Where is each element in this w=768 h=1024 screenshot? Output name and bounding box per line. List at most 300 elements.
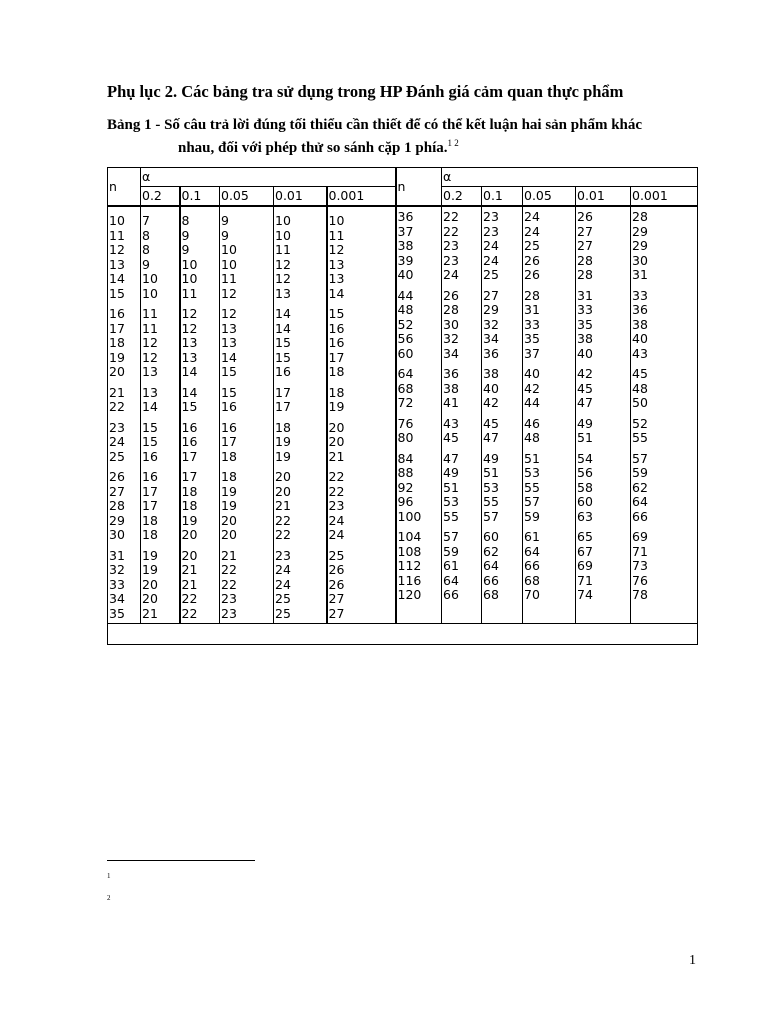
min-correct-value: 33	[632, 287, 648, 303]
min-correct-value: 18	[142, 512, 158, 528]
min-correct-value: 14	[275, 306, 291, 321]
min-correct-value: 53	[483, 479, 499, 495]
min-correct-value: 51	[443, 479, 459, 495]
min-correct-value: 17	[181, 448, 198, 464]
min-correct-value: 22	[443, 223, 459, 239]
min-correct-value: 12	[275, 256, 291, 272]
min-correct-value: 26	[443, 287, 459, 303]
n-value: 116	[397, 572, 422, 588]
n-value: 19	[109, 349, 125, 365]
n-value: 39	[397, 252, 414, 268]
min-correct-value: 8	[142, 242, 150, 257]
min-correct-value: 10	[221, 242, 237, 257]
n-value: 120	[397, 587, 422, 602]
empty-footer-cell	[108, 624, 698, 645]
min-correct-value: 19	[221, 483, 237, 499]
min-correct-value: 38	[632, 316, 648, 332]
min-correct-value: 30	[632, 252, 648, 268]
min-correct-value: 19	[275, 434, 291, 449]
min-correct-value: 14	[181, 364, 198, 379]
min-correct-value: 15	[142, 419, 158, 435]
min-correct-value: 20	[221, 527, 237, 542]
min-correct-value: 49	[483, 450, 499, 466]
min-correct-value: 7	[142, 213, 150, 228]
min-correct-value: 49	[443, 465, 459, 480]
col-alpha-0.001-left	[327, 206, 396, 624]
n-value: 14	[109, 271, 125, 286]
min-correct-value: 33	[577, 302, 593, 317]
min-correct-value: 16	[142, 469, 158, 484]
min-correct-value: 22	[328, 469, 345, 484]
min-correct-value: 13	[275, 285, 291, 301]
min-correct-value: 18	[275, 419, 291, 435]
min-correct-value: 17	[142, 483, 158, 499]
min-correct-value: 70	[524, 587, 540, 602]
min-correct-value: 17	[328, 349, 345, 365]
min-correct-value: 57	[524, 494, 540, 509]
n-value: 10	[109, 213, 125, 228]
n-value: 52	[397, 316, 414, 332]
min-correct-value: 8	[181, 213, 190, 228]
min-correct-value: 48	[632, 380, 648, 396]
min-correct-value: 37	[524, 345, 540, 361]
min-correct-value: 57	[632, 450, 648, 466]
n-value: 64	[397, 366, 414, 381]
n-value: 18	[109, 335, 125, 350]
min-correct-value: 38	[577, 331, 593, 346]
min-correct-value: 73	[632, 558, 648, 573]
min-correct-value: 12	[221, 306, 237, 321]
header-row-alpha	[108, 168, 698, 187]
min-correct-value: 40	[632, 331, 648, 346]
min-correct-value: 32	[483, 316, 499, 332]
n-value: 13	[109, 256, 125, 272]
min-correct-value: 55	[632, 430, 648, 445]
min-correct-value: 23	[483, 209, 499, 224]
min-correct-value: 12	[221, 285, 237, 301]
min-correct-value: 11	[142, 306, 158, 321]
min-correct-value: 35	[524, 331, 540, 346]
min-correct-value: 8	[142, 227, 150, 243]
min-correct-value: 40	[483, 380, 499, 396]
min-correct-value: 16	[221, 419, 237, 435]
min-correct-value: 36	[483, 345, 499, 361]
page-title: Phụ lục 2. Các bảng tra sử dụng trong HP Đánh giá cảm quan thực phẩm	[107, 82, 624, 101]
alpha-level-header: 0.001	[327, 187, 396, 207]
min-correct-value: 48	[524, 430, 540, 445]
min-correct-value: 12	[181, 306, 198, 321]
min-correct-value: 16	[181, 419, 198, 435]
n-value: 44	[397, 287, 414, 303]
n-value: 100	[397, 508, 422, 524]
n-value: 88	[397, 465, 414, 480]
min-correct-value: 15	[142, 434, 158, 449]
min-correct-value: 34	[443, 345, 459, 361]
min-correct-value: 18	[221, 469, 237, 484]
min-correct-value: 12	[328, 242, 345, 257]
n-value: 24	[109, 434, 125, 449]
min-correct-value: 23	[328, 498, 345, 513]
min-correct-value: 14	[181, 384, 198, 400]
min-correct-value: 23	[443, 238, 459, 253]
min-correct-value: 30	[443, 316, 459, 332]
min-correct-value: 47	[577, 395, 593, 410]
min-correct-value: 15	[181, 399, 198, 414]
min-correct-value: 17	[181, 469, 198, 484]
min-correct-value: 20	[275, 469, 291, 484]
alpha-level-header: 0.01	[274, 187, 327, 207]
caption-line-2-text: nhau, đối với phép thử so sánh cặp 1 phía.	[178, 140, 448, 156]
alpha-level-header: 0.2	[442, 187, 482, 207]
min-correct-value: 11	[275, 242, 291, 257]
min-correct-value: 43	[632, 345, 648, 361]
min-correct-value: 11	[142, 320, 158, 336]
n-value: 21	[109, 384, 125, 400]
min-correct-value: 42	[577, 366, 593, 381]
min-correct-value: 26	[524, 267, 540, 282]
min-correct-value: 15	[221, 384, 237, 400]
min-correct-value: 19	[275, 448, 291, 464]
min-correct-value: 12	[181, 320, 198, 336]
min-correct-value: 22	[275, 512, 291, 528]
n-value: 32	[109, 562, 125, 577]
min-correct-value: 55	[483, 494, 499, 509]
n-value: 80	[397, 430, 414, 445]
min-correct-value: 35	[577, 316, 593, 332]
n-value: 48	[397, 302, 414, 317]
min-correct-value: 45	[577, 380, 593, 396]
table-caption	[107, 116, 642, 157]
min-correct-value: 44	[524, 395, 540, 410]
min-correct-value: 21	[181, 562, 198, 577]
min-correct-value: 20	[328, 419, 345, 435]
min-correct-value: 52	[632, 415, 648, 431]
min-correct-value: 16	[221, 399, 237, 414]
min-correct-value: 18	[142, 527, 158, 542]
n-header-left: n	[108, 168, 141, 207]
min-correct-value: 22	[181, 605, 198, 621]
col-alpha-0.1-right	[482, 206, 523, 624]
min-correct-value: 64	[524, 543, 540, 559]
min-correct-value: 68	[483, 587, 499, 602]
min-correct-value: 49	[577, 415, 593, 431]
min-correct-value: 11	[181, 285, 198, 301]
col-n-right	[396, 206, 442, 624]
min-correct-value: 40	[524, 366, 540, 381]
min-correct-value: 15	[275, 335, 291, 350]
min-correct-value: 10	[221, 256, 237, 272]
min-correct-value: 18	[328, 384, 345, 400]
min-correct-value: 10	[142, 285, 158, 301]
min-correct-value: 13	[328, 256, 345, 272]
min-correct-value: 27	[328, 591, 345, 606]
min-correct-value: 27	[577, 238, 593, 253]
min-correct-value: 36	[443, 366, 459, 381]
min-correct-value: 71	[577, 572, 593, 588]
col-alpha-0.1-left	[180, 206, 220, 624]
min-correct-value: 19	[142, 547, 158, 563]
footnote-1: 1	[107, 872, 111, 880]
footnote-refs: 1 2	[447, 138, 459, 148]
min-correct-value: 13	[181, 335, 198, 350]
min-correct-value: 28	[577, 267, 593, 282]
min-correct-value: 21	[328, 448, 345, 464]
min-correct-value: 19	[328, 399, 345, 414]
n-value: 35	[109, 605, 125, 621]
min-correct-value: 23	[483, 223, 499, 239]
min-correct-value: 13	[142, 364, 158, 379]
min-correct-value: 66	[632, 508, 648, 524]
min-correct-value: 16	[328, 320, 345, 336]
min-correct-value: 21	[142, 605, 158, 621]
min-correct-value: 45	[483, 415, 499, 431]
min-correct-answers-table	[107, 167, 698, 645]
min-correct-value: 19	[142, 562, 158, 577]
min-correct-value: 20	[181, 547, 198, 563]
min-correct-value: 63	[577, 508, 593, 524]
n-value: 108	[397, 543, 422, 559]
min-correct-value: 20	[275, 483, 291, 499]
min-correct-value: 32	[443, 331, 459, 346]
n-value: 96	[397, 494, 414, 509]
n-value: 76	[397, 415, 414, 431]
min-correct-value: 12	[142, 349, 158, 365]
n-value: 37	[397, 223, 414, 239]
caption-line-1: Bảng 1 - Số câu trả lời đúng tối thiểu cần thiết để có thể kết luận hai sản phẩm khác	[107, 117, 643, 133]
min-correct-value: 17	[275, 384, 291, 400]
min-correct-value: 24	[275, 576, 291, 592]
min-correct-value: 24	[483, 252, 499, 268]
n-value: 68	[397, 380, 414, 396]
min-correct-value: 29	[483, 302, 499, 317]
min-correct-value: 21	[221, 547, 237, 563]
col-alpha-0.01-right	[576, 206, 631, 624]
min-correct-value: 10	[275, 227, 291, 243]
min-correct-value: 9	[181, 227, 190, 243]
n-value: 16	[109, 306, 125, 321]
min-correct-value: 74	[577, 587, 593, 602]
n-value: 104	[397, 529, 422, 544]
min-correct-value: 16	[328, 335, 345, 350]
min-correct-value: 27	[577, 223, 593, 239]
n-value: 40	[397, 267, 414, 282]
min-correct-value: 25	[524, 238, 540, 253]
min-correct-value: 69	[632, 529, 648, 544]
min-correct-value: 55	[443, 508, 459, 524]
col-alpha-0.05-left	[220, 206, 274, 624]
min-correct-value: 13	[328, 271, 345, 286]
min-correct-value: 78	[632, 587, 648, 602]
min-correct-value: 51	[577, 430, 593, 445]
min-correct-value: 14	[275, 320, 291, 336]
min-correct-value: 67	[577, 543, 593, 559]
min-correct-value: 10	[328, 213, 345, 228]
min-correct-value: 22	[275, 527, 291, 542]
min-correct-value: 12	[275, 271, 291, 286]
min-correct-value: 33	[524, 316, 540, 332]
min-correct-value: 13	[221, 320, 237, 336]
min-correct-value: 18	[221, 448, 237, 464]
n-value: 60	[397, 345, 414, 361]
min-correct-value: 22	[443, 209, 459, 224]
min-correct-value: 61	[524, 529, 540, 544]
min-correct-value: 24	[328, 512, 345, 528]
min-correct-value: 26	[328, 562, 345, 577]
n-value: 28	[109, 498, 125, 513]
alpha-level-header: 0.001	[631, 187, 698, 207]
table-empty-footer-row	[108, 624, 698, 645]
min-correct-value: 11	[221, 271, 237, 286]
n-value: 112	[397, 558, 422, 573]
min-correct-value: 9	[142, 256, 150, 272]
n-value: 56	[397, 331, 414, 346]
min-correct-value: 38	[443, 380, 459, 396]
col-alpha-0.2-right	[442, 206, 482, 624]
min-correct-value: 71	[632, 543, 648, 559]
min-correct-value: 20	[142, 591, 158, 606]
min-correct-value: 28	[524, 287, 540, 303]
min-correct-value: 9	[221, 227, 229, 243]
min-correct-value: 22	[181, 591, 198, 606]
min-correct-value: 62	[632, 479, 648, 495]
min-correct-value: 69	[577, 558, 593, 573]
min-correct-value: 26	[577, 209, 593, 224]
col-alpha-0.2-left	[141, 206, 180, 624]
min-correct-value: 23	[221, 605, 237, 621]
min-correct-value: 41	[443, 395, 459, 410]
min-correct-value: 59	[524, 508, 540, 524]
min-correct-value: 58	[577, 479, 593, 495]
min-correct-value: 10	[181, 256, 198, 272]
min-correct-value: 24	[524, 209, 540, 224]
min-correct-value: 20	[181, 527, 198, 542]
min-correct-value: 31	[524, 302, 540, 317]
min-correct-value: 27	[328, 605, 345, 621]
min-correct-value: 46	[524, 415, 540, 431]
min-correct-value: 28	[577, 252, 593, 268]
n-value: 17	[109, 320, 125, 336]
col-alpha-0.05-right	[523, 206, 576, 624]
min-correct-value: 25	[275, 591, 291, 606]
min-correct-value: 25	[328, 547, 345, 563]
page-number: 1	[689, 953, 696, 968]
min-correct-value: 16	[275, 364, 291, 379]
min-correct-value: 66	[524, 558, 540, 573]
min-correct-value: 22	[221, 562, 237, 577]
n-value: 23	[109, 419, 125, 435]
min-correct-value: 64	[443, 572, 459, 588]
min-correct-value: 24	[443, 267, 459, 282]
n-value: 11	[109, 227, 125, 243]
min-correct-value: 61	[443, 558, 459, 573]
min-correct-value: 18	[328, 364, 345, 379]
min-correct-value: 13	[181, 349, 198, 365]
min-correct-value: 62	[483, 543, 499, 559]
min-correct-value: 45	[443, 430, 459, 445]
min-correct-value: 15	[275, 349, 291, 365]
min-correct-value: 38	[483, 366, 499, 381]
alpha-level-header: 0.05	[220, 187, 274, 207]
min-correct-value: 43	[443, 415, 459, 431]
min-correct-value: 21	[181, 576, 198, 592]
n-value: 25	[109, 448, 125, 464]
min-correct-value: 20	[142, 576, 158, 592]
min-correct-value: 42	[483, 395, 499, 410]
min-correct-value: 22	[221, 576, 237, 592]
col-alpha-0.01-left	[274, 206, 327, 624]
min-correct-value: 55	[524, 479, 540, 495]
n-value: 26	[109, 469, 125, 484]
min-correct-value: 50	[632, 395, 648, 410]
min-correct-value: 66	[483, 572, 499, 588]
n-value: 38	[397, 238, 414, 253]
alpha-level-header: 0.1	[180, 187, 220, 207]
alpha-level-header: 0.05	[523, 187, 576, 207]
min-correct-value: 18	[181, 483, 198, 499]
min-correct-value: 53	[443, 494, 459, 509]
min-correct-value: 23	[443, 252, 459, 268]
min-correct-value: 18	[181, 498, 198, 513]
min-correct-value: 17	[275, 399, 291, 414]
min-correct-value: 10	[142, 271, 158, 286]
min-correct-value: 51	[524, 450, 540, 466]
min-correct-value: 34	[483, 331, 499, 346]
col-n-left	[108, 206, 141, 624]
min-correct-value: 29	[632, 223, 648, 239]
min-correct-value: 23	[275, 547, 291, 563]
min-correct-value: 24	[483, 238, 499, 253]
n-value: 34	[109, 591, 125, 606]
n-value: 20	[109, 364, 125, 379]
min-correct-value: 21	[275, 498, 291, 513]
min-correct-value: 64	[483, 558, 499, 573]
table-body-row	[108, 206, 698, 624]
min-correct-value: 16	[142, 448, 158, 464]
min-correct-value: 19	[221, 498, 237, 513]
n-value: 92	[397, 479, 414, 495]
min-correct-value: 40	[577, 345, 593, 361]
min-correct-value: 24	[328, 527, 345, 542]
min-correct-value: 20	[221, 512, 237, 528]
n-value: 30	[109, 527, 125, 542]
alpha-header-right: α	[442, 168, 698, 187]
min-correct-value: 47	[483, 430, 499, 445]
min-correct-value: 60	[577, 494, 593, 509]
min-correct-value: 10	[181, 271, 198, 286]
n-value: 36	[397, 209, 414, 224]
min-correct-value: 15	[328, 306, 345, 321]
min-correct-value: 53	[524, 465, 540, 480]
alpha-header-left: α	[141, 168, 396, 187]
n-value: 22	[109, 399, 125, 414]
min-correct-value: 28	[632, 209, 648, 224]
min-correct-value: 27	[483, 287, 499, 303]
min-correct-value: 64	[632, 494, 648, 509]
min-correct-value: 57	[443, 529, 459, 544]
min-correct-value: 76	[632, 572, 648, 588]
min-correct-value: 14	[221, 349, 237, 365]
min-correct-value: 28	[443, 302, 459, 317]
n-value: 33	[109, 576, 125, 592]
n-value: 15	[109, 285, 125, 301]
min-correct-value: 24	[524, 223, 540, 239]
min-correct-value: 68	[524, 572, 540, 588]
n-value: 29	[109, 512, 125, 528]
min-correct-value: 36	[632, 302, 648, 317]
min-correct-value: 60	[483, 529, 499, 544]
min-correct-value: 14	[328, 285, 345, 301]
min-correct-value: 59	[443, 543, 459, 559]
